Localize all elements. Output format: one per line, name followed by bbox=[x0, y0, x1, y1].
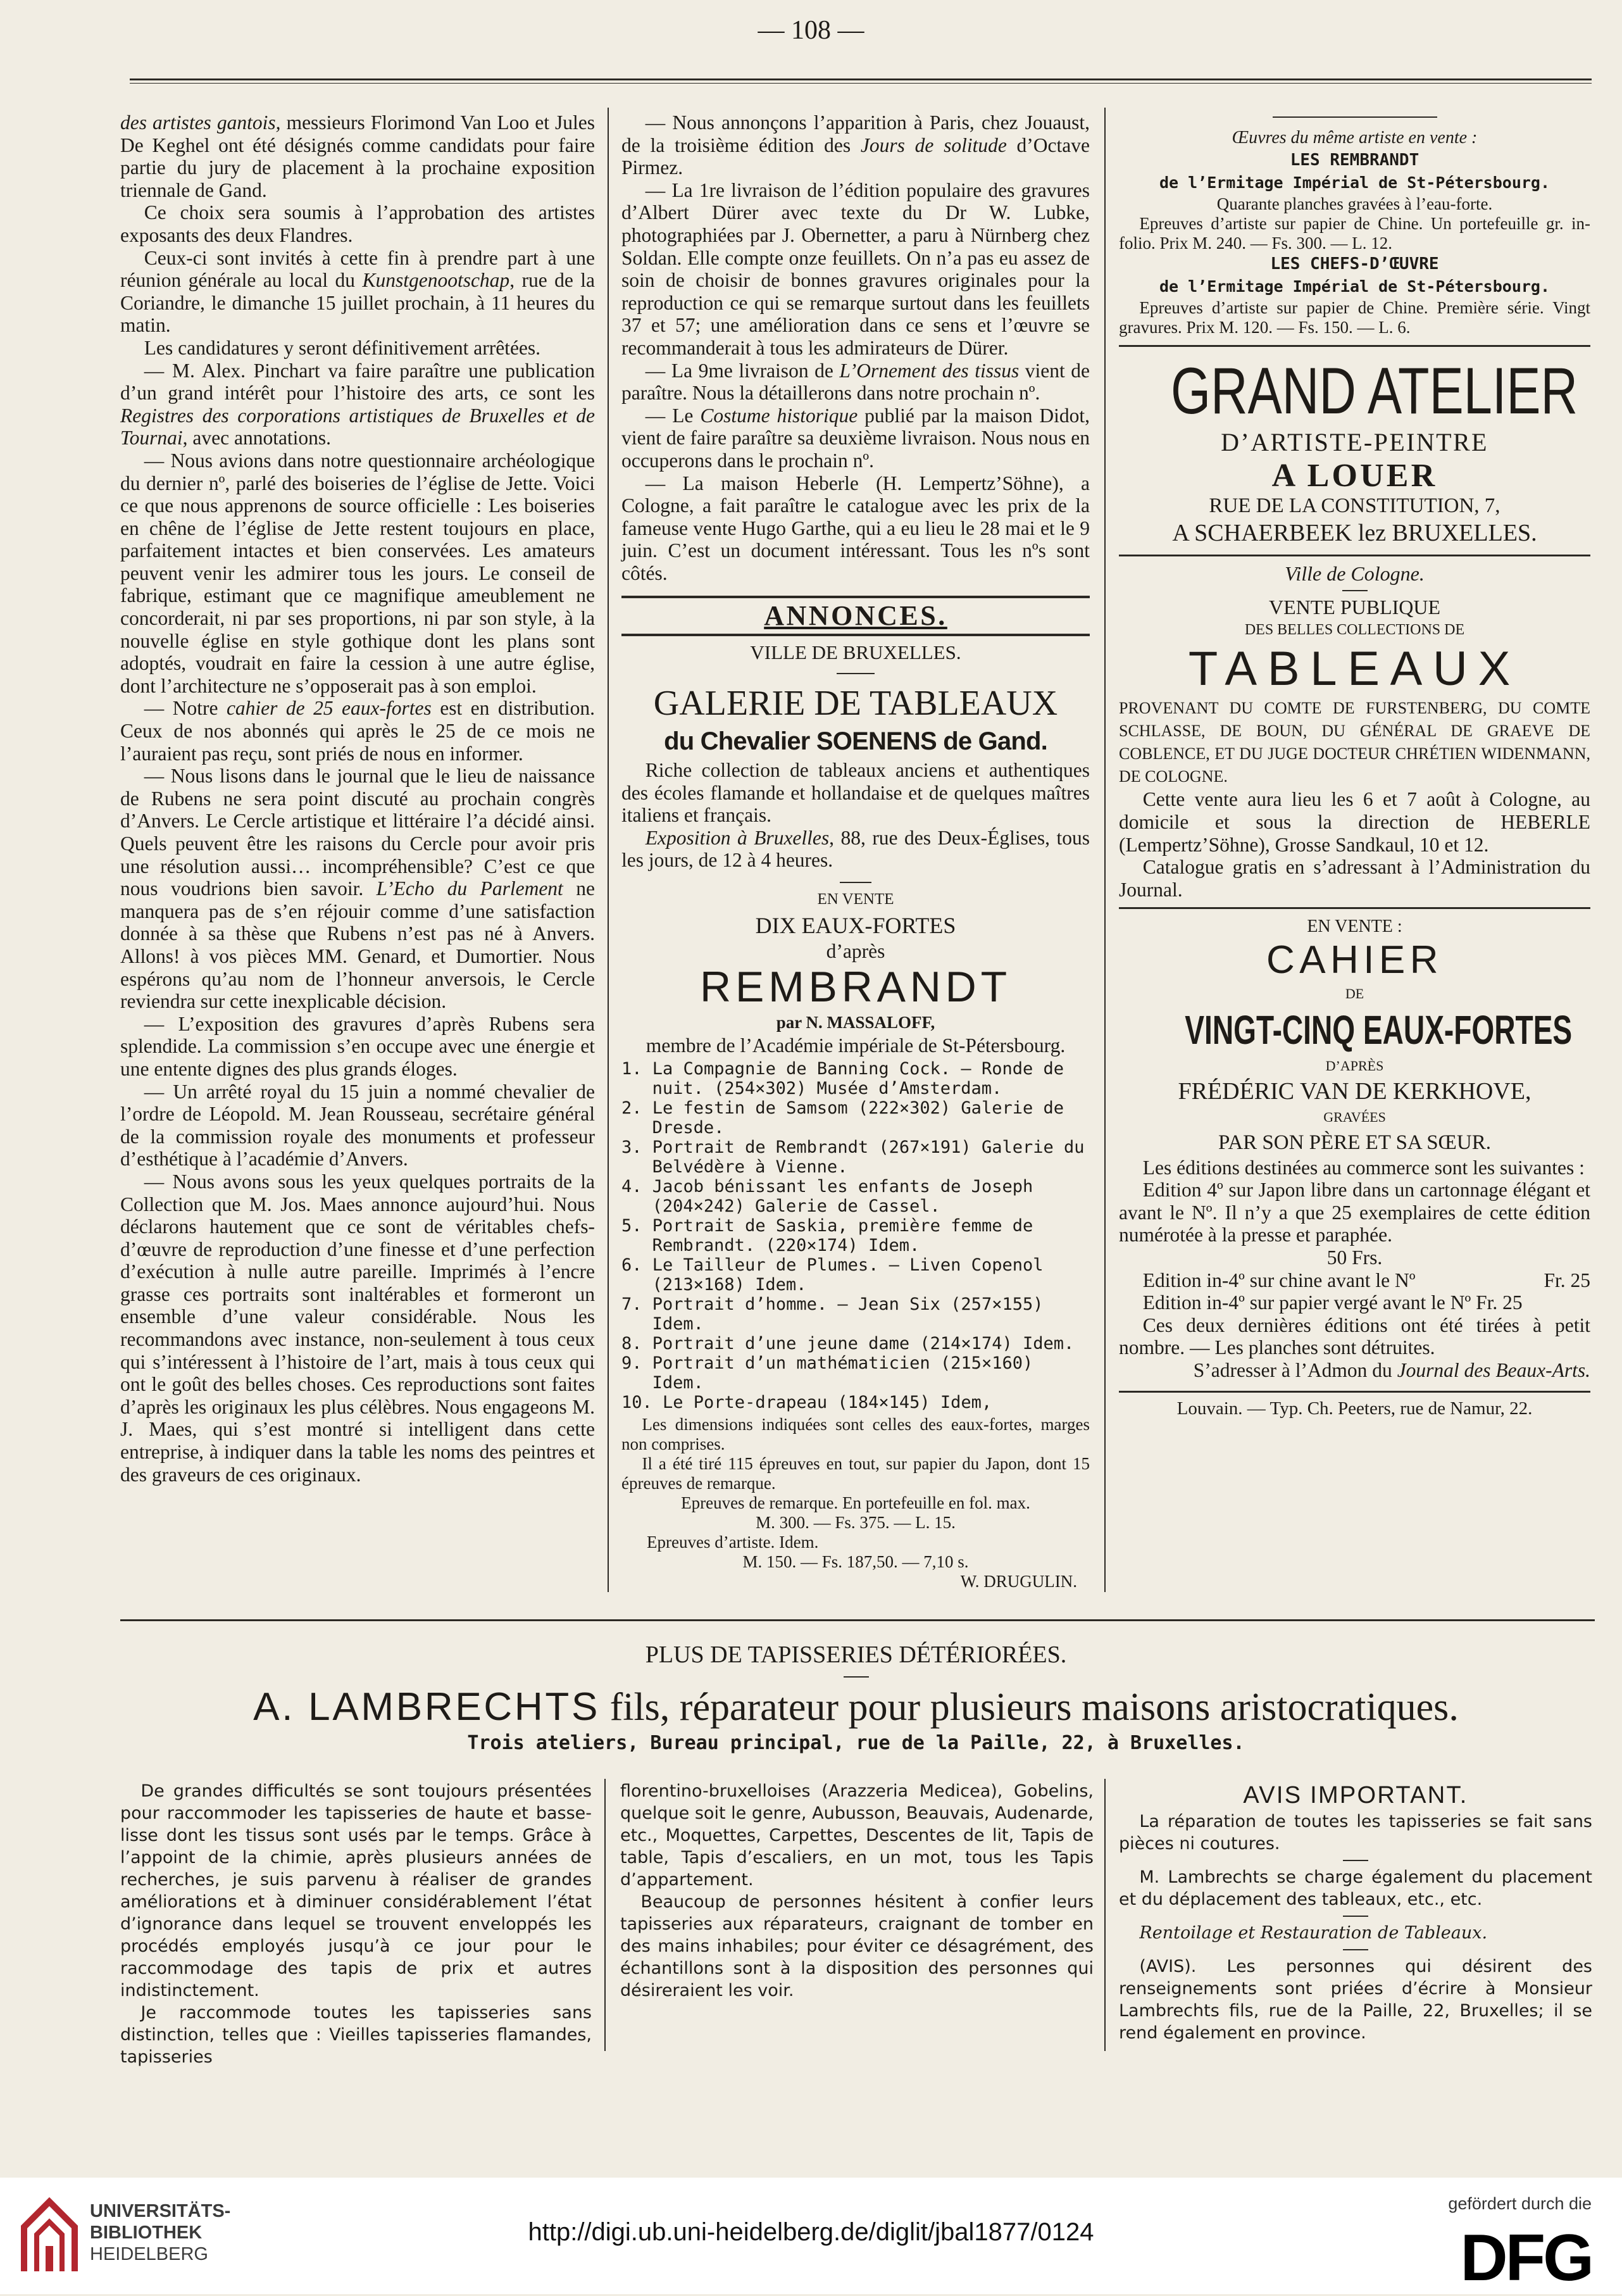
lambrechts-name: A. LAMBRECHTS bbox=[253, 1685, 601, 1729]
column-divider-1 bbox=[608, 108, 609, 1592]
etching-item: 3. Portrait de Rembrandt (267×191) Galerie du Belvédère à Vienne. bbox=[621, 1138, 1085, 1177]
ad-divider-2 bbox=[1104, 1779, 1106, 2051]
edition-chine: Edition in-4º sur chine avant le Nº bbox=[1142, 1269, 1416, 1291]
drugulin: W. DRUGULIN. bbox=[960, 1572, 1077, 1591]
ville-bruxelles: VILLE DE BRUXELLES. bbox=[750, 641, 961, 664]
des-belles-collections: DES BELLES COLLECTIONS DE bbox=[1244, 621, 1465, 638]
vente-lieu: Cette vente aura lieu les 6 et 7 août à Cologne, au domicile et sous la direction de HEBERLE (Lempertz’Söhne), Grosse Sandkaul, 10 et 12. bbox=[1119, 788, 1590, 856]
gravees: GRAVÉES bbox=[1323, 1109, 1386, 1126]
cahier-title: CAHIER bbox=[1266, 938, 1443, 982]
col2-p3b: vient de paraître. Nous la détaillerons dans notre prochain nº. bbox=[621, 359, 1090, 405]
artistes-gantois: des artistes gantois, bbox=[120, 111, 281, 134]
provenant: PROVENANT DU COMTE DE FURSTENBERG, DU COMTE SCHLASSE, DE BOUN, DU GÉNÉRAL DE GRAEVE DE COBLENCE, ET DU JUGE DOCTEUR CHRÉTIEN WIDENMANN, DE COLOGNE. bbox=[1119, 699, 1590, 786]
col1-p3em: Kunstgenootschap bbox=[362, 269, 510, 292]
rembrandt-title: REMBRANDT bbox=[700, 963, 1011, 1012]
rule-grand-atelier bbox=[1119, 345, 1590, 347]
col1-p4: Les candidatures y seront définitivement arrêtées. bbox=[144, 336, 541, 359]
ad-mid-p2: Beaucoup de personnes hésitent à confier leurs tapisseries aux réparateurs, craignant de tomber en des mains inhabiles; pour éviter ce désagrément, des échantillons sont à la disposition des personnes qui désireraient les voir. bbox=[620, 1892, 1094, 2000]
news-column-1 bbox=[120, 111, 595, 1486]
col2-p4b: publié par la maison Didot, vient de faire paraître sa deuxième livraison. Nous nous en occuperons dans le prochain nº. bbox=[621, 404, 1090, 472]
col2-p4a: — Le bbox=[645, 404, 701, 427]
edition-chine-price: Fr. 25 bbox=[1544, 1269, 1590, 1291]
top-rule bbox=[130, 78, 1592, 80]
ville-cologne: Ville de Cologne. bbox=[1285, 561, 1425, 585]
short-rule-avis-3 bbox=[1343, 1949, 1368, 1950]
trois-ateliers: Trois ateliers, Bureau principal, rue de la Paille, 22, à Bruxelles. bbox=[467, 1732, 1245, 1754]
catalogue-gratis: Catalogue gratis en s’adressant à l’Administration du Journal. bbox=[1119, 856, 1590, 901]
etching-item: 5. Portrait de Saskia, première femme de Rembrandt. (220×174) Idem. bbox=[621, 1216, 1033, 1256]
ermitage-1: de l’Ermitage Impérial de St-Pétersbourg. bbox=[1159, 173, 1550, 192]
edition-verge: Edition in-4º sur papier vergé avant le Nº Fr. 25 bbox=[1142, 1291, 1523, 1314]
etching-item: 10. Le Porte-drapeau (184×145) Idem, bbox=[621, 1393, 992, 1413]
frederic-kerkhove: FRÉDÉRIC VAN DE KERKHOVE, bbox=[1178, 1078, 1532, 1105]
oeuvres-meme-artiste: Œuvres du même artiste en vente : bbox=[1232, 128, 1478, 147]
etching-item: 8. Portrait d’une jeune dame (214×174) Idem. bbox=[621, 1334, 1075, 1354]
etchings-list bbox=[621, 1059, 1090, 1412]
a-louer: A LOUER bbox=[1271, 457, 1438, 494]
col2-p2: — La 1re livraison de l’édition populaire des gravures d’Albert Dürer avec texte du Dr W. Lubke, photographiées par J. Obernetter, a paru à Nürnberg chez Soldan. Elle compte onze feuillets. On n’a pas eu assez de soin de choisir de bonnes gravures originales pour la reproduction ce qui se remarque surtout dans les feuillets 37 et 57; une amélioration dans ce sens et l’œuvre se recommanderait à tous les admirateurs de Dürer. bbox=[621, 179, 1090, 359]
wide-ad-rule bbox=[120, 1619, 1595, 1621]
ad-mid-p1: florentino-bruxelloises (Arazzeria Medicea), Gobelins, quelque soit le genre, Aubusson, Beauvais, Audenarde, etc., Moquettes, Carpettes, Descentes de lit, Tapis de table, Tapis d’escaliers, en un mot, tous les Tapis d’appartement. bbox=[620, 1781, 1094, 1890]
short-rule bbox=[837, 673, 875, 674]
dfg-logo: DFG bbox=[1460, 2221, 1592, 2295]
etching-item: 1. La Compagnie de Banning Cock. — Ronde de nuit. (254×302) Musée d’Amsterdam. bbox=[621, 1059, 1064, 1099]
grand-atelier: GRAND ATELIER bbox=[1170, 354, 1578, 428]
top-rule-thin bbox=[130, 83, 1592, 84]
etching-item: 7. Portrait d’homme. — Jean Six (257×155) Idem. bbox=[621, 1295, 1044, 1334]
vingt-cinq: VINGT-CINQ EAUX-FORTES bbox=[1185, 1007, 1573, 1053]
col1-p5a: — M. Alex. Pinchart va faire paraître une publication d’un grand intérêt pour l’histoire des arts, ce sont les bbox=[120, 359, 595, 405]
tire-note: Il a été tiré 115 épreuves en tout, sur papier du Japon, dont 15 épreuves de remarque. bbox=[621, 1454, 1090, 1493]
ad-mid-col bbox=[620, 1780, 1094, 2002]
col1-p5b: , avec annotations. bbox=[182, 427, 332, 449]
col2-p1b: d’Octave Pirmez. bbox=[621, 134, 1090, 179]
dims-note: Les dimensions indiquées sont celles des eaux-fortes, marges non comprises. bbox=[621, 1415, 1090, 1454]
etching-item: 6. Le Tailleur de Plumes. — Liven Copenol (213×168) Idem. bbox=[621, 1255, 1044, 1295]
en-vente-2: EN VENTE : bbox=[1307, 917, 1402, 937]
ad-divider-1 bbox=[604, 1779, 606, 2051]
remarque: Epreuves de remarque. En portefeuille en fol. max. bbox=[681, 1493, 1030, 1513]
annonces-rule-bottom bbox=[621, 634, 1090, 636]
col2-p5: — La maison Heberle (H. Lempertz’Söhne), a Cologne, a fait paraître le catalogue avec les prix de la fameuse vente Hugo Garthe, qui a eu lieu le 28 mai et le 9 juin. C’est un document intéressant. Tous les nºs sont côtés. bbox=[621, 472, 1090, 584]
short-rule-3 bbox=[1342, 590, 1368, 591]
col1-p2: Ce choix sera soumis à l’approbation des artistes exposants des deux Flandres. bbox=[120, 201, 595, 246]
col2-p1em: Jours de solitude bbox=[860, 134, 1007, 156]
col2-p3a: — La 9me livraison de bbox=[645, 359, 840, 382]
artiste-price: M. 150. — Fs. 187,50. — 7,10 s. bbox=[742, 1552, 969, 1572]
col1-p6: — Nous avions dans notre questionnaire archéologique du dernier nº, parlé des boiseries de l’église de Jette. Voici ce que nous apprenons de source officielle : Les boiseries en chêne de l’église de Jette restent toujours en place, parfaitement intactes et bien conservées. Les amateurs peuvent venir les admirer tous les jours. Le conseil de fabrique, estimant que ce magnifique ameublement ne concorderait, ni par ses proportions, ni par son style, à la nouvelle église en style gothique dont les plans sont adoptés, voudrait en faire la cession à une autre église, dont l’architecture ne s’opposerait pas à son emploi. bbox=[120, 449, 595, 697]
etching-item: 4. Jacob bénissant les enfants de Joseph (204×242) Galerie de Cassel. bbox=[621, 1177, 1033, 1217]
expo-em: Exposition à Bruxelles bbox=[645, 826, 830, 849]
col1-p9: — L’exposition des gravures d’après Rubens sera splendide. La commission s’en occupe avec une énergie et une entente dignes des plus grands éloges. bbox=[120, 1012, 595, 1080]
ad-left-col bbox=[120, 1780, 592, 2068]
sadresser: S’adresser à l’Admon du bbox=[1193, 1359, 1397, 1382]
par-pere: PAR SON PÈRE ET SA SŒUR. bbox=[1218, 1131, 1491, 1154]
top-short-rule bbox=[1273, 116, 1437, 118]
avis-important: AVIS IMPORTANT. bbox=[1243, 1782, 1468, 1809]
vente-publique: VENTE PUBLIQUE bbox=[1268, 596, 1441, 619]
avis-p3: (AVIS). Les personnes qui désirent des renseignements sont priées d’écrire à Monsieur Lambrechts fils, rue de la Paille, 22, Bruxelles; il se rend également en province. bbox=[1119, 1957, 1592, 2043]
annonces-heading: ANNONCES. bbox=[764, 600, 947, 632]
dapres-2: D’APRÈS bbox=[1325, 1057, 1384, 1074]
cahier-de: DE bbox=[1345, 985, 1364, 1001]
ermitage-2: de l’Ermitage Impérial de St-Pétersbourg. bbox=[1159, 277, 1550, 296]
col1-p11: — Nous avons sous les yeux quelques portraits de la Collection que M. Jos. Maes annonce aujourd’hui. Nous déclarons hautement que ce sont de véritables chefs-d’œuvre de reproduction d’une finesse et d’une perfection d’exécution à nulle autre pareille. Imprimés à l’encre grasse ces portraits sont inaltérables et formeront un ensemble d’une valeur considérable. Nous les recommandons avec instance, non-seulement à tous ceux qui s’intéressent à l’histoire de l’art, mais à tous ceux qui ont le goût des belles choses. Ces reproductions sont faites d’après les originaux les plus célèbres. Nous engageons M. J. Maes, qui s’est montré si intelligent dans cette entreprise, à indiquer dans la table les noms des peintres et des graveurs de ces originaux. bbox=[120, 1170, 595, 1486]
col1-p3b: , rue de la Coriandre, le dimanche 15 juillet prochain, à 11 heures du matin. bbox=[120, 269, 596, 337]
dix-eaux-fortes: DIX EAUX-FORTES bbox=[755, 912, 956, 938]
en-vente: EN VENTE bbox=[817, 891, 894, 908]
page-number: — 108 — bbox=[758, 16, 864, 45]
galerie-title: GALERIE DE TABLEAUX bbox=[653, 684, 1058, 724]
short-rule-avis-2 bbox=[1343, 1916, 1368, 1917]
dapres: d’après bbox=[826, 939, 885, 962]
journal-beaux-arts: Journal des Beaux-Arts. bbox=[1397, 1359, 1590, 1382]
col2-p3em: L’Ornement des tissus bbox=[839, 359, 1020, 382]
col1-p8a: — Nous lisons dans le journal que le lieu de naissance de Rubens ne sera point discuté au prochain congrès d’Anvers. Le Cercle artistique et littéraire l’a décidé ainsi. Quels peuvent être les raisons du Cercle pour avoir pris une résolution aussi… incompréhensible? C’est ce que nous voudrions bien savoir. bbox=[120, 765, 595, 900]
ub-line-1: UNIVERSITÄTS- bbox=[90, 2201, 231, 2221]
rule-cologne bbox=[1119, 555, 1590, 556]
rentoilage: Rentoilage et Restauration de Tableaux. bbox=[1139, 1923, 1488, 1943]
col1-p7a: — Notre bbox=[144, 697, 227, 720]
louvain-imprint: Louvain. — Typ. Ch. Peeters, rue de Namur, 22. bbox=[1176, 1398, 1533, 1419]
col1-p8b: ne manquera pas de s’en réjouir comme d’une satisfaction donnée à sa thèse que Rubens n’est pas né à Anvers. Allons! à vos pièces MM. Genard, et Dumortier. Nous espérons qu’au nom de l’honneur anversois, le Cercle reviendra sur cette inexplicable décision. bbox=[120, 877, 595, 1013]
ub-line-3: HEIDELBERG bbox=[90, 2244, 208, 2264]
remarque-price: M. 300. — Fs. 375. — L. 15. bbox=[756, 1513, 956, 1533]
col1-p7em: cahier de 25 eaux-fortes bbox=[226, 697, 432, 720]
artiste-epreuve: Epreuves d’artiste. Idem. bbox=[647, 1533, 819, 1552]
artiste-peintre: D’ARTISTE-PEINTRE bbox=[1221, 427, 1488, 456]
short-rule-2 bbox=[840, 882, 871, 883]
schaerbeek: A SCHAERBEEK lez BRUXELLES. bbox=[1172, 519, 1537, 546]
col1-p3a: Ceux-ci sont invités à cette fin à prendre part à une réunion générale au local du bbox=[120, 246, 595, 292]
etching-item: 2. Le festin de Samsom (222×302) Galerie de Dresde. bbox=[621, 1098, 1064, 1138]
chevalier-soenens: du Chevalier SOENENS de Gand. bbox=[664, 727, 1047, 756]
column-divider-2 bbox=[1104, 108, 1106, 1592]
source-url[interactable]: http://digi.ub.uni-heidelberg.de/diglit/jbal1877/0124 bbox=[528, 2218, 1094, 2246]
membre-academie: membre de l’Académie impériale de St-Pétersbourg. bbox=[646, 1034, 1066, 1057]
tableaux-title: TABLEAUX bbox=[1188, 642, 1521, 696]
col1-p8em: L’Echo du Parlement bbox=[376, 877, 563, 900]
rule-cahier bbox=[1119, 907, 1590, 909]
ad-right-col bbox=[1119, 1780, 1592, 2044]
etching-item: 9. Portrait d’un mathématicien (215×160) Idem. bbox=[621, 1353, 1033, 1393]
quarante-planches: Quarante planches gravées à l’eau-forte. bbox=[1216, 194, 1493, 213]
ads-column-3 bbox=[1119, 111, 1590, 1420]
col2-p4em: Costume historique bbox=[700, 404, 858, 427]
ad-left-p1: De grandes difficultés se sont toujours présentées pour raccommoder les tapisseries de haute et basse-lisse dont les tissus sont usés par le temps. Grâce à l’appoint de la chimie, après plusieurs années de recherches, je suis parvenu à réaliser de grandes améliorations et à diminuer considérablement l’état d’ignorance dans lequel se trouvent enveloppés les procédés employés jusqu’à ce jour pour le raccommodage des tapis de prix et autres indistinctement. bbox=[120, 1781, 592, 2000]
short-rule-ad bbox=[844, 1676, 869, 1678]
col2-p1a: — Nous annonçons l’apparition à Paris, chez Jouaust, de la troisième édition des bbox=[621, 111, 1090, 156]
plus-tapisseries: PLUS DE TAPISSERIES DÉTÉRIORÉES. bbox=[645, 1641, 1067, 1668]
rule-louvain bbox=[1119, 1391, 1590, 1393]
chefs-doeuvre: LES CHEFS-D’ŒUVRE bbox=[1270, 254, 1439, 273]
epreuves-2: Epreuves d’artiste sur papier de Chine. Première série. Vingt gravures. Prix M. 120. — Fs. 150. — L. 6. bbox=[1119, 298, 1590, 337]
par-massaloff: par N. MASSALOFF, bbox=[776, 1013, 935, 1032]
col1-p1: messieurs Florimond Van Loo et Jules De Keghel ont été désignés comme candidats pour faire partie du jury de placement à la prochaine exposition triennale de Gand. bbox=[120, 111, 596, 201]
ad-left-p2: Je raccommode toutes les tapisseries sans distinction, telles que : Vieilles tapisseries flamandes, tapisseries bbox=[120, 2003, 592, 2067]
editions: Les éditions destinées au commerce sont les suivantes : bbox=[1142, 1156, 1585, 1179]
ub-line-2: BIBLIOTHEK bbox=[90, 2223, 203, 2243]
short-rule-avis-1 bbox=[1343, 1860, 1368, 1861]
avis-p1: La réparation de toutes les tapisseries se fait sans pièces ni coutures. bbox=[1119, 1812, 1592, 1854]
fifty-frs: 50 Frs. bbox=[1326, 1246, 1383, 1269]
epreuves-1: Epreuves d’artiste sur papier de Chine. Un portefeuille gr. in-folio. Prix M. 240. — Fs. 300. — L. 12. bbox=[1119, 213, 1590, 253]
col1-p10: — Un arrêté royal du 15 juin a nommé chevalier de l’ordre de Léopold. M. Jean Rousseau, secrétaire général de la commission royale des monuments et professeur d’esthétique à l’académie d’Anvers. bbox=[120, 1080, 595, 1170]
edition-japon: Edition 4º sur Japon libre dans un cartonnage élégant et avant le Nº. Il n’y a que 25 exemplaires de cette édition numérotée à la presse et paraphée. bbox=[1119, 1179, 1590, 1246]
rue-constitution: RUE DE LA CONSTITUTION, 7, bbox=[1209, 494, 1500, 517]
col1-p7b: est en distribution. Ceux de nos abonnés qui après le 25 de ce mois ne l’auraient pas reçu, sont priés de nous en informer. bbox=[120, 697, 595, 765]
lambrechts-ad bbox=[114, 1640, 1598, 1756]
galerie-desc: Riche collection de tableaux anciens et authentiques des écoles flamande et hollandaise et de quelques maîtres italiens et français. bbox=[621, 759, 1090, 827]
news-column-2 bbox=[621, 111, 1090, 1591]
gefoerdert-label: gefördert durch die bbox=[1448, 2194, 1592, 2213]
avis-p2: M. Lambrechts se charge également du placement et du déplacement des tableaux, etc., etc. bbox=[1119, 1867, 1592, 1909]
col1-p5em: Registres des corporations artistiques de Bruxelles et de Tournai bbox=[120, 404, 595, 449]
expo-rest: , 88, rue des Deux-Églises, tous les jours, de 12 à 4 heures. bbox=[621, 826, 1090, 872]
tirees: Ces deux dernières éditions ont été tirées à petit nombre. — Les planches sont détruites. bbox=[1119, 1314, 1590, 1359]
fils-reparateur: fils, réparateur pour plusieurs maisons aristocratiques. bbox=[600, 1686, 1459, 1729]
les-rembrandt: LES REMBRANDT bbox=[1290, 150, 1419, 170]
